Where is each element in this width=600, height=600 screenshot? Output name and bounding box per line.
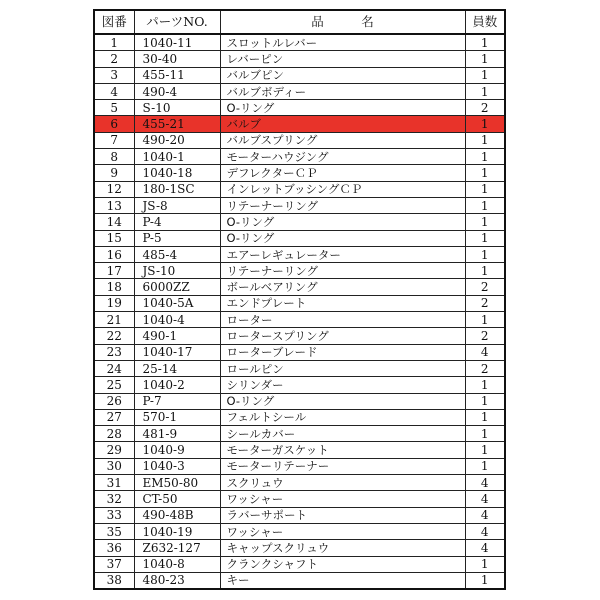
cell-quantity: 1 <box>465 214 505 230</box>
cell-part-number: 455-11 <box>134 67 220 83</box>
cell-part-name: ローターブレード <box>220 344 465 360</box>
cell-drawing-number: 3 <box>94 67 134 83</box>
cell-quantity: 2 <box>465 328 505 344</box>
cell-part-number: 1040-2 <box>134 377 220 393</box>
cell-part-number: 180-1SC <box>134 181 220 197</box>
cell-quantity: 1 <box>465 426 505 442</box>
cell-part-number: 570-1 <box>134 409 220 425</box>
cell-quantity: 1 <box>465 377 505 393</box>
cell-quantity: 4 <box>465 540 505 556</box>
cell-quantity: 2 <box>465 100 505 116</box>
table-row <box>94 279 505 295</box>
cell-quantity: 1 <box>465 181 505 197</box>
cell-quantity: 1 <box>465 556 505 572</box>
cell-quantity: 1 <box>465 246 505 262</box>
cell-drawing-number: 4 <box>94 83 134 99</box>
cell-quantity: 1 <box>465 116 505 132</box>
table-row <box>94 100 505 116</box>
table-row <box>94 556 505 572</box>
cell-part-name: ローター <box>220 312 465 328</box>
cell-part-number: 490-20 <box>134 132 220 148</box>
cell-part-name: デフレクターＣＰ <box>220 165 465 181</box>
cell-part-name: O-リング <box>220 100 465 116</box>
cell-part-number: P-5 <box>134 230 220 246</box>
cell-part-name: ラバーサポート <box>220 507 465 523</box>
cell-part-number: JS-8 <box>134 197 220 213</box>
cell-part-name: シールカバー <box>220 426 465 442</box>
cell-part-number: 1040-8 <box>134 556 220 572</box>
table-row <box>94 507 505 523</box>
cell-part-name: バルブスプリング <box>220 132 465 148</box>
cell-drawing-number: 5 <box>94 100 134 116</box>
cell-drawing-number: 29 <box>94 442 134 458</box>
cell-quantity: 1 <box>465 393 505 409</box>
cell-quantity: 1 <box>465 263 505 279</box>
cell-quantity: 1 <box>465 442 505 458</box>
cell-quantity: 1 <box>465 409 505 425</box>
cell-part-name: エアーレギュレーター <box>220 246 465 262</box>
cell-quantity: 1 <box>465 67 505 83</box>
table-row <box>94 409 505 425</box>
table-row <box>94 458 505 474</box>
cell-part-name: スロットルレバー <box>220 34 465 51</box>
cell-part-number: 1040-3 <box>134 458 220 474</box>
cell-part-number: 1040-11 <box>134 34 220 51</box>
table-row <box>94 442 505 458</box>
cell-quantity: 1 <box>465 197 505 213</box>
cell-part-number: 490-48B <box>134 507 220 523</box>
cell-quantity: 2 <box>465 360 505 376</box>
table-row <box>94 181 505 197</box>
cell-quantity: 4 <box>465 507 505 523</box>
cell-drawing-number: 24 <box>94 360 134 376</box>
cell-drawing-number: 25 <box>94 377 134 393</box>
header-part-number: パーツNO. <box>134 10 220 34</box>
cell-part-number: P-4 <box>134 214 220 230</box>
cell-drawing-number: 30 <box>94 458 134 474</box>
cell-part-number: 1040-5A <box>134 295 220 311</box>
cell-quantity: 4 <box>465 475 505 491</box>
parts-table-body <box>94 34 505 589</box>
cell-drawing-number: 37 <box>94 556 134 572</box>
cell-drawing-number: 15 <box>94 230 134 246</box>
cell-part-number: 30-40 <box>134 51 220 67</box>
table-row <box>94 197 505 213</box>
cell-quantity: 1 <box>465 230 505 246</box>
cell-drawing-number: 2 <box>94 51 134 67</box>
cell-drawing-number: 13 <box>94 197 134 213</box>
cell-drawing-number: 9 <box>94 165 134 181</box>
cell-part-name: レバーピン <box>220 51 465 67</box>
cell-quantity: 4 <box>465 523 505 539</box>
cell-drawing-number: 18 <box>94 279 134 295</box>
cell-quantity: 1 <box>465 83 505 99</box>
cell-drawing-number: 32 <box>94 491 134 507</box>
cell-drawing-number: 26 <box>94 393 134 409</box>
cell-part-number: 1040-4 <box>134 312 220 328</box>
table-row <box>94 523 505 539</box>
table-row <box>94 312 505 328</box>
header-drawing-number: 図番 <box>94 10 134 34</box>
cell-part-name: スクリュウ <box>220 475 465 491</box>
header-part-name: 品 名 <box>220 10 465 34</box>
cell-quantity: 1 <box>465 458 505 474</box>
table-row <box>94 491 505 507</box>
table-row <box>94 393 505 409</box>
table-row <box>94 426 505 442</box>
cell-part-name: キャップスクリュウ <box>220 540 465 556</box>
cell-drawing-number: 17 <box>94 263 134 279</box>
table-row <box>94 165 505 181</box>
cell-part-name: ボールベアリング <box>220 279 465 295</box>
cell-quantity: 1 <box>465 132 505 148</box>
cell-drawing-number: 28 <box>94 426 134 442</box>
cell-drawing-number: 27 <box>94 409 134 425</box>
cell-drawing-number: 22 <box>94 328 134 344</box>
cell-part-number: 481-9 <box>134 426 220 442</box>
cell-drawing-number: 33 <box>94 507 134 523</box>
table-row <box>94 67 505 83</box>
cell-part-number: 1040-19 <box>134 523 220 539</box>
cell-part-name: モーターハウジング <box>220 149 465 165</box>
table-row <box>94 540 505 556</box>
cell-quantity: 1 <box>465 165 505 181</box>
table-row <box>94 475 505 491</box>
cell-part-number: EM50-80 <box>134 475 220 491</box>
cell-drawing-number: 38 <box>94 572 134 589</box>
cell-drawing-number: 8 <box>94 149 134 165</box>
table-row <box>94 83 505 99</box>
table-row <box>94 246 505 262</box>
table-row <box>94 230 505 246</box>
cell-quantity: 4 <box>465 344 505 360</box>
table-row <box>94 132 505 148</box>
cell-drawing-number: 21 <box>94 312 134 328</box>
cell-drawing-number: 36 <box>94 540 134 556</box>
table-row <box>94 344 505 360</box>
cell-drawing-number: 1 <box>94 34 134 51</box>
table-header-row <box>94 10 505 34</box>
cell-part-number: 1040-18 <box>134 165 220 181</box>
cell-part-name: O-リング <box>220 214 465 230</box>
cell-part-name: リテーナーリング <box>220 263 465 279</box>
cell-quantity: 1 <box>465 34 505 51</box>
cell-drawing-number: 6 <box>94 116 134 132</box>
table-row <box>94 377 505 393</box>
table-row <box>94 572 505 589</box>
table-row <box>94 360 505 376</box>
cell-part-number: Z632-127 <box>134 540 220 556</box>
cell-part-number: 25-14 <box>134 360 220 376</box>
cell-part-name: モーターリテーナー <box>220 458 465 474</box>
cell-part-name: インレットブッシングＣＰ <box>220 181 465 197</box>
cell-part-name: キー <box>220 572 465 589</box>
cell-quantity: 1 <box>465 312 505 328</box>
cell-part-name: クランクシャフト <box>220 556 465 572</box>
cell-part-name: ワッシャー <box>220 491 465 507</box>
cell-part-name: ロータースプリング <box>220 328 465 344</box>
header-quantity: 員数 <box>465 10 505 34</box>
cell-part-name: O-リング <box>220 393 465 409</box>
cell-drawing-number: 16 <box>94 246 134 262</box>
cell-part-name: バルブピン <box>220 67 465 83</box>
cell-part-number: 480-23 <box>134 572 220 589</box>
cell-part-number: 455-21 <box>134 116 220 132</box>
table-row <box>94 328 505 344</box>
cell-drawing-number: 14 <box>94 214 134 230</box>
table-row <box>94 295 505 311</box>
cell-quantity: 4 <box>465 491 505 507</box>
cell-part-name: バルブボディー <box>220 83 465 99</box>
cell-quantity: 1 <box>465 149 505 165</box>
table-row-highlighted <box>94 116 505 132</box>
cell-part-name: エンドプレート <box>220 295 465 311</box>
cell-part-number: 1040-17 <box>134 344 220 360</box>
parts-list-table <box>93 9 506 590</box>
cell-part-number: 485-4 <box>134 246 220 262</box>
cell-part-number: 490-1 <box>134 328 220 344</box>
table-row <box>94 51 505 67</box>
cell-drawing-number: 35 <box>94 523 134 539</box>
cell-drawing-number: 12 <box>94 181 134 197</box>
cell-part-name: O-リング <box>220 230 465 246</box>
cell-part-name: フェルトシール <box>220 409 465 425</box>
cell-part-number: 490-4 <box>134 83 220 99</box>
table-row <box>94 263 505 279</box>
table-row <box>94 214 505 230</box>
table-row <box>94 149 505 165</box>
cell-part-name: シリンダー <box>220 377 465 393</box>
cell-quantity: 1 <box>465 572 505 589</box>
cell-quantity: 2 <box>465 279 505 295</box>
cell-part-name: ワッシャー <box>220 523 465 539</box>
cell-part-name: ロールピン <box>220 360 465 376</box>
cell-part-name: モーターガスケット <box>220 442 465 458</box>
cell-part-number: 6000ZZ <box>134 279 220 295</box>
cell-part-name: バルブ <box>220 116 465 132</box>
cell-part-number: P-7 <box>134 393 220 409</box>
cell-quantity: 2 <box>465 295 505 311</box>
cell-part-number: S-10 <box>134 100 220 116</box>
cell-drawing-number: 23 <box>94 344 134 360</box>
cell-part-number: 1040-9 <box>134 442 220 458</box>
cell-drawing-number: 7 <box>94 132 134 148</box>
cell-part-name: リテーナーリング <box>220 197 465 213</box>
cell-drawing-number: 31 <box>94 475 134 491</box>
table-row <box>94 34 505 51</box>
cell-part-number: 1040-1 <box>134 149 220 165</box>
cell-part-number: CT-50 <box>134 491 220 507</box>
cell-part-number: JS-10 <box>134 263 220 279</box>
cell-drawing-number: 19 <box>94 295 134 311</box>
cell-quantity: 1 <box>465 51 505 67</box>
